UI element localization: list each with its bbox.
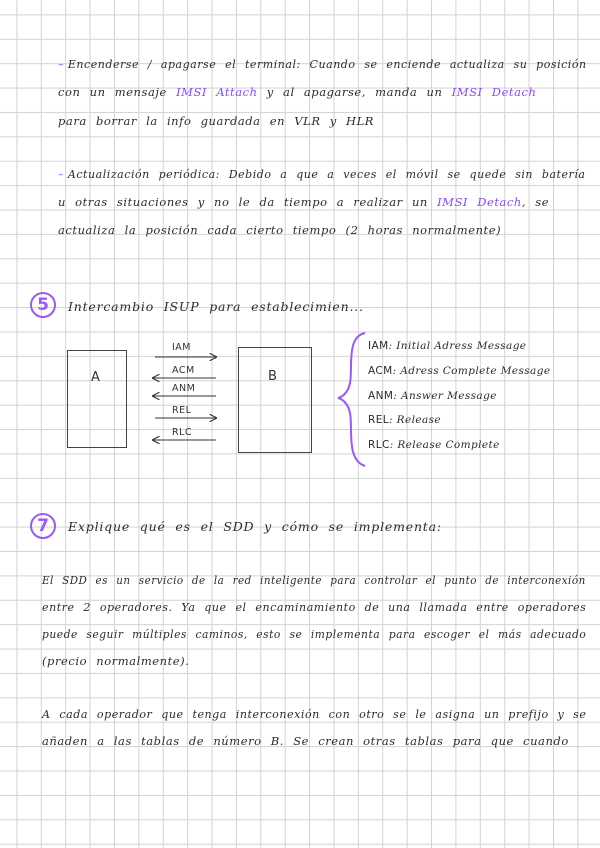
periodic-line-1: – Actualización periódica: Debido a que a veces el móvil se quede sin batería [58,167,586,181]
legend-brace-icon [338,333,365,466]
imsi-attach-highlight: IMSI Attach [176,85,258,99]
sdd-para1-line-1: El SDD es un servicio de la red inteligente para controlar el punto de interconexión [42,573,586,587]
node-a-label: A [91,370,100,385]
periodic-line-3: actualiza la posición cada cierto tiempo (2 horas normalmente) [58,223,502,237]
legend-acm: ACM: Adress Complete Message [368,365,551,377]
legend-iam: IAM: Initial Adress Message [368,340,527,352]
sdd-para2-line-1: A cada operador que tenga interconexión con otro se le asigna un prefijo y se [42,707,587,721]
arrow-label-acm: ACM [172,365,195,376]
terminal-line-2: con un mensaje IMSI Attach y al apagarse, manda un IMSI Detach [58,85,537,99]
arrow-label-anm: ANM [172,383,196,394]
arrow-label-rlc: RLC [172,427,193,438]
section-5-title: Intercambio ISUP para establecimien... [68,299,364,314]
imsi-detach-highlight-2: IMSI Detach [437,195,522,209]
section-7-number-icon: 7 [30,513,56,539]
legend-anm: ANM: Answer Message [368,390,497,402]
legend-rel: REL: Release [368,414,442,426]
bullet-dash: – [58,57,65,71]
section-7-title: Explique qué es el SDD y cómo se implementa: [68,519,442,534]
node-b-label: B [268,369,277,384]
arrow-label-iam: IAM [172,342,191,353]
periodic-line-2: u otras situaciones y no le da tiempo a realizar un IMSI Detach, se [58,195,550,209]
terminal-line-3: para borrar la info guardada en VLR y HLR [58,114,374,128]
sdd-para1-line-3: puede seguir múltiples caminos, esto se implementa para escoger el más adecuado [42,627,587,641]
sdd-para1-line-4: (precio normalmente). [42,654,190,668]
arrow-label-rel: REL [172,405,192,416]
sdd-para2-line-2: añaden a las tablas de número B. Se crean otras tablas para que cuando [42,734,569,748]
sdd-para1-line-2: entre 2 operadores. Ya que el encaminamiento de una llamada entre operadores [42,600,587,614]
bullet-dash: – [58,167,65,181]
section-5-number-icon: 5 [30,292,56,318]
imsi-detach-highlight: IMSI Detach [451,85,537,99]
legend-rlc: RLC: Release Complete [368,439,500,451]
terminal-line-1: – Encenderse / apagarse el terminal: Cuando se enciende actualiza su posición [58,57,587,71]
